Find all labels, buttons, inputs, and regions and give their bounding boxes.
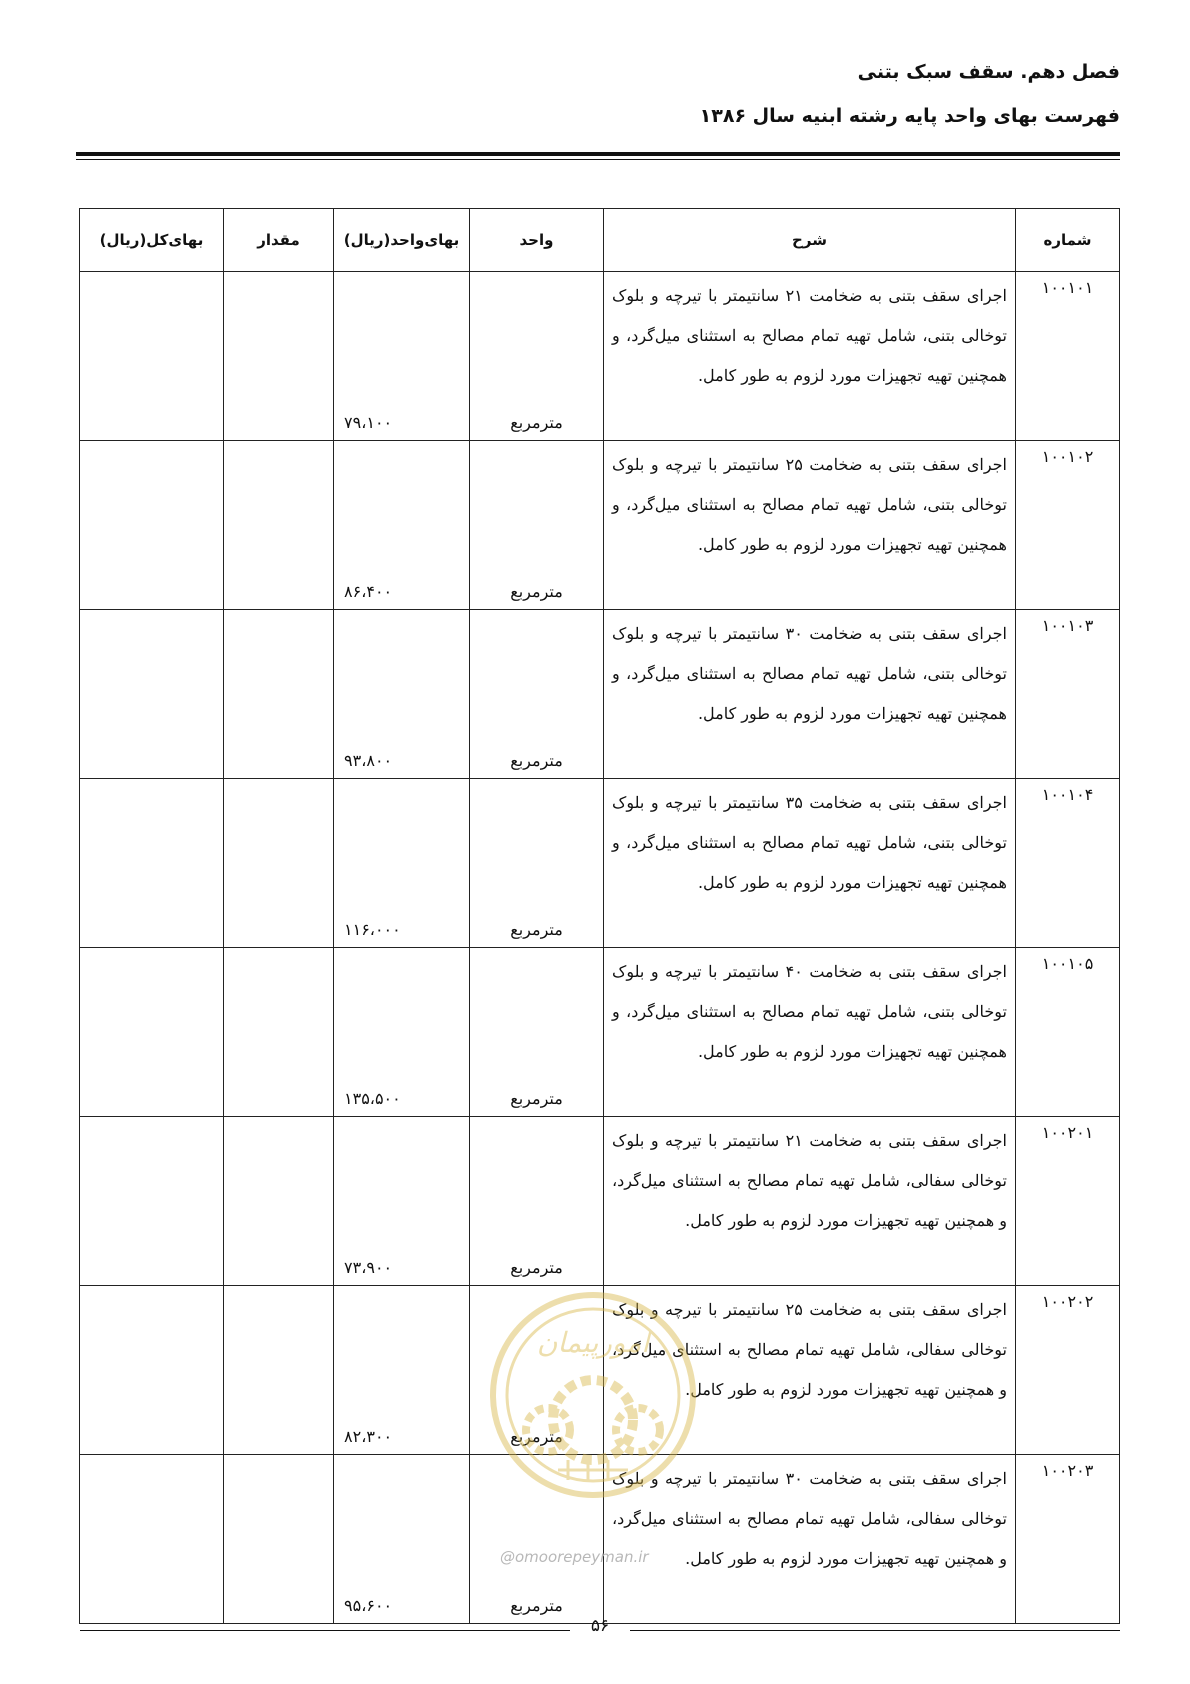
item-unit-price: ۷۹،۱۰۰ <box>334 272 470 441</box>
item-total-price <box>80 272 224 441</box>
item-unit: مترمربع <box>470 1286 604 1455</box>
item-total-price <box>80 1286 224 1455</box>
table-row <box>80 272 1120 441</box>
item-unit-price: ۸۶،۴۰۰ <box>334 441 470 610</box>
item-unit: مترمربع <box>470 441 604 610</box>
column-header-quantity: مقدار <box>224 209 334 272</box>
table-header-row <box>80 209 1120 272</box>
item-quantity <box>224 272 334 441</box>
footer-rule-right <box>630 1630 1120 1631</box>
item-description: اجرای سقف بتنی به ضخامت ۳۰ سانتیمتر با تیرچه و بلوک توخالی بتنی، شامل تهیه تمام مصالح به استثنای میل‌گرد، و همچنین تهیه تجهیزات مورد لزوم به طور کامل. <box>604 610 1016 779</box>
table-row <box>80 779 1120 948</box>
gear-scales-logo-icon <box>488 1290 698 1500</box>
item-code: ۱۰۰۱۰۴ <box>1016 779 1120 948</box>
item-total-price <box>80 1117 224 1286</box>
watermark-logo-text: امورپیمان <box>536 1326 650 1359</box>
footer-rule-left <box>80 1630 570 1631</box>
item-unit-price: ۸۲،۳۰۰ <box>334 1286 470 1455</box>
item-unit: مترمربع <box>470 610 604 779</box>
item-code: ۱۰۰۲۰۳ <box>1016 1455 1120 1624</box>
page-number: ۵۶ <box>590 1616 610 1636</box>
item-total-price <box>80 610 224 779</box>
item-total-price <box>80 1455 224 1624</box>
item-total-price <box>80 779 224 948</box>
item-description: اجرای سقف بتنی به ضخامت ۴۰ سانتیمتر با تیرچه و بلوک توخالی بتنی، شامل تهیه تمام مصالح به استثنای میل‌گرد، و همچنین تهیه تجهیزات مورد لزوم به طور کامل. <box>604 948 1016 1117</box>
item-unit: مترمربع <box>470 948 604 1117</box>
item-quantity <box>224 610 334 779</box>
page-header <box>70 58 1120 130</box>
item-description: اجرای سقف بتنی به ضخامت ۳۰ سانتیمتر با تیرچه و بلوک توخالی سفالی، شامل تهیه تمام مصالح به استثنای میل‌گرد، و همچنین تهیه تجهیزات مورد لزوم به طور کامل. <box>604 1455 1016 1624</box>
document-subtitle: فهرست بهای واحد پایه رشته ابنیه سال ۱۳۸۶ <box>699 105 1120 127</box>
item-unit-price: ۹۵،۶۰۰ <box>334 1455 470 1624</box>
column-header-unit: واحد <box>470 209 604 272</box>
item-description: اجرای سقف بتنی به ضخامت ۲۱ سانتیمتر با تیرچه و بلوک توخالی سفالی، شامل تهیه تمام مصالح به استثنای میل‌گرد، و همچنین تهیه تجهیزات مورد لزوم به طور کامل. <box>604 1117 1016 1286</box>
table-row <box>80 610 1120 779</box>
item-unit-price: ۷۳،۹۰۰ <box>334 1117 470 1286</box>
item-quantity <box>224 1117 334 1286</box>
item-unit-price: ۹۳،۸۰۰ <box>334 610 470 779</box>
item-total-price <box>80 948 224 1117</box>
item-description: اجرای سقف بتنی به ضخامت ۲۵ سانتیمتر با تیرچه و بلوک توخالی بتنی، شامل تهیه تمام مصالح به استثنای میل‌گرد، و همچنین تهیه تجهیزات مورد لزوم به طور کامل. <box>604 441 1016 610</box>
item-quantity <box>224 948 334 1117</box>
column-header-unit-price: بهای‌واحد(ریال) <box>334 209 470 272</box>
watermark-text: @omoorepeyman.ir <box>500 1548 649 1566</box>
item-description: اجرای سقف بتنی به ضخامت ۳۵ سانتیمتر با تیرچه و بلوک توخالی بتنی، شامل تهیه تمام مصالح به استثنای میل‌گرد، و همچنین تهیه تجهیزات مورد لزوم به طور کامل. <box>604 779 1016 948</box>
chapter-title: فصل دهم. سقف سبک بتنی <box>857 61 1120 83</box>
column-header-description: شرح <box>604 209 1016 272</box>
table-row <box>80 1117 1120 1286</box>
item-code: ۱۰۰۱۰۱ <box>1016 272 1120 441</box>
item-unit: مترمربع <box>470 1117 604 1286</box>
item-unit: مترمربع <box>470 779 604 948</box>
table-row <box>80 441 1120 610</box>
item-quantity <box>224 1455 334 1624</box>
item-quantity <box>224 1286 334 1455</box>
header-rule-thin <box>76 159 1120 160</box>
item-quantity <box>224 779 334 948</box>
item-unit: مترمربع <box>470 272 604 441</box>
item-total-price <box>80 441 224 610</box>
item-description: اجرای سقف بتنی به ضخامت ۲۱ سانتیمتر با تیرچه و بلوک توخالی بتنی، شامل تهیه تمام مصالح به استثنای میل‌گرد، و همچنین تهیه تجهیزات مورد لزوم به طور کامل. <box>604 272 1016 441</box>
item-unit-price: ۱۱۶،۰۰۰ <box>334 779 470 948</box>
item-unit-price: ۱۳۵،۵۰۰ <box>334 948 470 1117</box>
item-code: ۱۰۰۲۰۱ <box>1016 1117 1120 1286</box>
item-code: ۱۰۰۱۰۳ <box>1016 610 1120 779</box>
item-code: ۱۰۰۱۰۲ <box>1016 441 1120 610</box>
column-header-total-price: بهای‌کل(ریال) <box>80 209 224 272</box>
item-quantity <box>224 441 334 610</box>
item-code: ۱۰۰۲۰۲ <box>1016 1286 1120 1455</box>
table-row <box>80 948 1120 1117</box>
item-unit: مترمربع <box>470 1455 604 1624</box>
item-code: ۱۰۰۱۰۵ <box>1016 948 1120 1117</box>
header-rule-thick <box>76 152 1120 156</box>
column-header-code: شماره <box>1016 209 1120 272</box>
item-description: اجرای سقف بتنی به ضخامت ۲۵ سانتیمتر با تیرچه و بلوک توخالی سفالی، شامل تهیه تمام مصالح به استثنای میل‌گرد، و همچنین تهیه تجهیزات مورد لزوم به طور کامل. <box>604 1286 1016 1455</box>
